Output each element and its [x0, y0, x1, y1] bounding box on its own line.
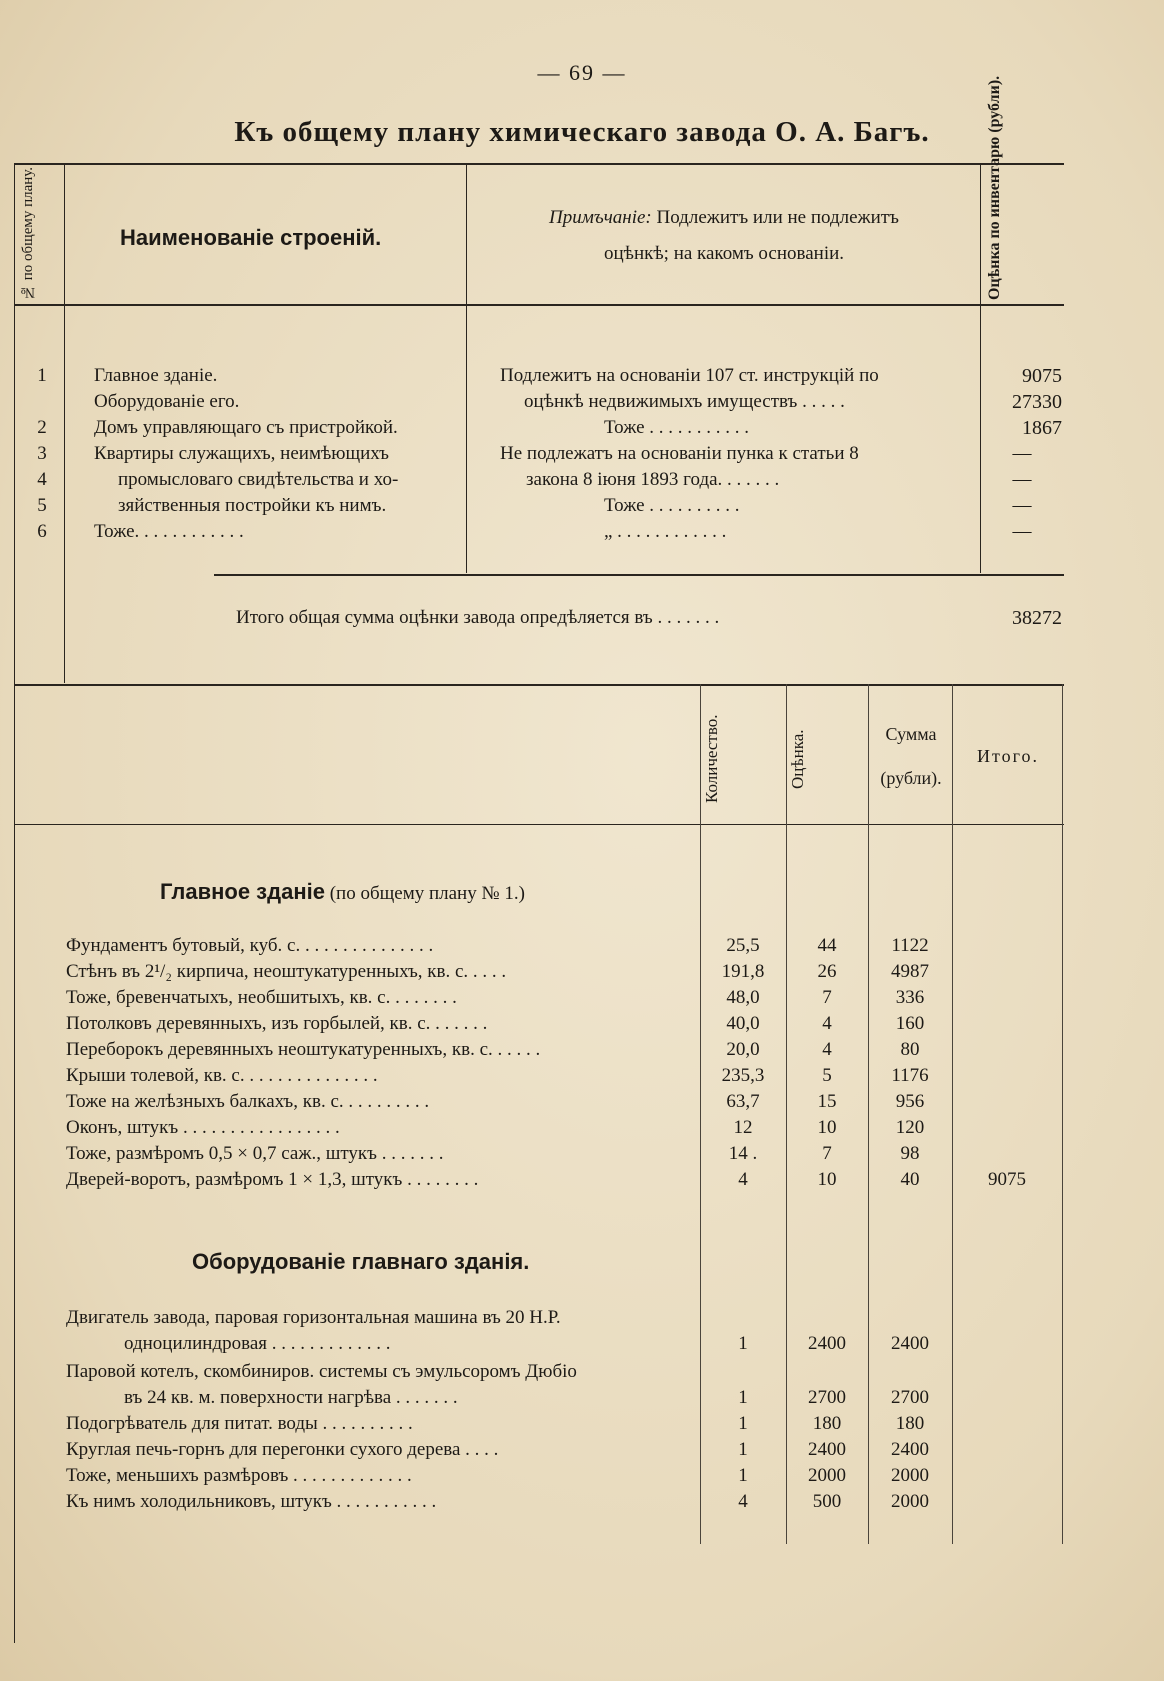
header-note-line2: оцѣнкѣ; на какомъ основаніи.: [603, 243, 845, 264]
row-value: 1867: [1022, 417, 1062, 439]
row-value: 27330: [1012, 391, 1062, 413]
item-qty: 1: [738, 1387, 748, 1408]
item-rate: 26: [817, 961, 837, 982]
item-name: Тоже на желѣзныхъ балкахъ, кв. с. . . . . . . . . .: [66, 1091, 430, 1112]
item-rate: 4: [822, 1039, 832, 1060]
item-sum: 956: [895, 1091, 925, 1112]
item-qty: 1: [738, 1465, 748, 1486]
item-qty: 1: [738, 1413, 748, 1434]
item-name: Оконъ, штукъ . . . . . . . . . . . . . . . . .: [66, 1117, 340, 1138]
item-rate: 2000: [808, 1465, 846, 1486]
row-name: Квартиры служащихъ, неимѣющихъ: [94, 443, 389, 464]
row-note: Подлежитъ на основаніи 107 ст. инструкцій по: [500, 365, 879, 386]
item-name: Фундаментъ бутовый, куб. с. . . . . . . . . . . . . . .: [66, 935, 434, 956]
total-value: 38272: [1012, 607, 1062, 629]
item-sum: 2000: [891, 1465, 929, 1486]
item-qty: 63,7: [726, 1091, 760, 1112]
item-name: Тоже, размѣромъ 0,5 × 0,7 саж., штукъ . . . . . . .: [66, 1143, 444, 1164]
item-qty: 1: [738, 1333, 748, 1354]
header-qty: Количество.: [702, 714, 721, 804]
row-name: Домъ управляющаго съ пристройкой.: [94, 417, 398, 438]
item-name: Дверей-воротъ, размѣромъ 1 × 1,3, штукъ . . . . . . . .: [66, 1169, 479, 1190]
item-sum: 1176: [891, 1065, 929, 1086]
table-top-rule: [14, 163, 1064, 165]
col-rule-value: [980, 163, 981, 573]
row-note: Не подлежатъ на основаніи пунка к статьи 8: [500, 443, 859, 464]
header-note-italic: Примъчаніе:: [549, 207, 652, 228]
item-sum: 4987: [891, 961, 929, 982]
col-rule-total: [952, 684, 953, 1544]
item-qty: 12: [733, 1117, 753, 1138]
item-total: 9075: [988, 1169, 1026, 1190]
item-rate: 500: [812, 1491, 842, 1512]
item-qty: 4: [738, 1169, 748, 1190]
row-name: Оборудованіе его.: [94, 391, 240, 412]
row-note: закона 8 іюня 1893 года. . . . . . .: [526, 469, 780, 490]
total-label: Итого общая сумма оцѣнки завода опредѣляется въ . . . . . . .: [236, 607, 720, 628]
item-rate: 2400: [808, 1333, 846, 1354]
header-sum-unit: (рубли).: [880, 768, 942, 788]
row-number: 4: [37, 469, 47, 490]
item-qty: 1: [738, 1439, 748, 1460]
row-value: —: [1012, 495, 1032, 516]
header-note-text: Подлежитъ или не подлежитъ: [656, 207, 899, 228]
item-rate: 7: [822, 1143, 832, 1164]
item-rate: 2700: [808, 1387, 846, 1408]
col-rule-number: [64, 163, 65, 683]
section-title-bold: Главное зданіе: [160, 879, 325, 904]
item-rate: 180: [812, 1413, 842, 1434]
item-name: Подогрѣватель для питат. воды . . . . . . . . . .: [66, 1413, 413, 1434]
item-qty: 191,8: [721, 961, 765, 982]
col-rule-right: [1062, 684, 1063, 1544]
item-rate: 7: [822, 987, 832, 1008]
item-name: Потолковъ деревянныхъ, изъ горбылей, кв. с. . . . . . .: [66, 1013, 488, 1034]
header-sum: Сумма: [885, 724, 937, 744]
item-qty: 48,0: [726, 987, 760, 1008]
item-sum: 2700: [891, 1387, 929, 1408]
row-note: Тоже . . . . . . . . . . .: [604, 417, 750, 438]
item-name: Стѣнъ въ 2¹/₂ кирпича, неоштукатуренныхъ, кв. с. . . . .: [66, 961, 507, 982]
item-name-cont: одноцилиндровая . . . . . . . . . . . . .: [124, 1333, 391, 1354]
col-rule-name: [466, 163, 467, 573]
item-name: Крыши толевой, кв. с. . . . . . . . . . . . . . .: [66, 1065, 378, 1086]
row-number: 2: [37, 417, 47, 438]
item-qty: 40,0: [726, 1013, 760, 1034]
item-sum: 80: [900, 1039, 920, 1060]
item-name: Паровой котелъ, скомбиниров. системы съ эмульсоромъ Дюбіо: [66, 1361, 577, 1382]
estimate-top-rule: [14, 684, 1064, 686]
section-title-main-building: [160, 880, 525, 906]
page-left-rule: [14, 163, 15, 1643]
row-number: 6: [37, 521, 47, 542]
item-name: Тоже, меньшихъ размѣровъ . . . . . . . . . . . . .: [66, 1465, 412, 1486]
item-rate: 10: [817, 1117, 837, 1138]
section-title-note: (по общему плану № 1.): [329, 883, 525, 904]
item-sum: 336: [895, 987, 925, 1008]
item-rate: 15: [817, 1091, 837, 1112]
item-sum: 120: [895, 1117, 925, 1138]
row-number: 3: [37, 443, 47, 464]
item-name: Круглая печь-горнъ для перегонки сухого дерева . . . .: [66, 1439, 499, 1460]
item-name-cont: въ 24 кв. м. поверхности нагрѣва . . . . . . .: [124, 1387, 458, 1408]
row-name: промысловаго свидѣтельства и хо-: [118, 469, 399, 490]
section-title-equipment: Оборудованіе главнаго зданія.: [192, 1249, 530, 1274]
item-rate: 4: [822, 1013, 832, 1034]
row-note: Тоже . . . . . . . . . .: [604, 495, 740, 516]
item-qty: 25,5: [726, 935, 760, 956]
row-number: 1: [37, 365, 47, 386]
header-value: Оцѣнка по инвентарю (рубли).: [986, 75, 1003, 300]
item-sum: 98: [900, 1143, 920, 1164]
item-qty: 14 .: [728, 1143, 758, 1164]
item-name: Тоже, бревенчатыхъ, необшитыхъ, кв. с. . . . . . . .: [66, 987, 457, 1008]
item-qty: 20,0: [726, 1039, 760, 1060]
header-note: [470, 206, 978, 230]
item-rate: 44: [817, 935, 837, 956]
row-name: Главное зданіе.: [94, 365, 218, 386]
header-number: № по общему плану.: [20, 166, 36, 300]
item-sum: 1122: [891, 935, 929, 956]
item-rate: 5: [822, 1065, 832, 1086]
item-name: Къ нимъ холодильниковъ, штукъ . . . . . . . . . . .: [66, 1491, 437, 1512]
row-value: —: [1012, 521, 1032, 542]
item-sum: 2400: [891, 1439, 929, 1460]
item-qty: 4: [738, 1491, 748, 1512]
header-total: Итого.: [976, 746, 1040, 766]
row-note: „ . . . . . . . . . . . .: [604, 521, 727, 542]
header-name: Наименованіе строеній.: [120, 225, 382, 250]
estimate-header-rule: [14, 824, 1064, 825]
page-number: — 69 —: [537, 60, 627, 85]
total-rule: [214, 574, 1064, 576]
header-rate: Оцѣнка.: [788, 729, 807, 789]
item-qty: 235,3: [721, 1065, 765, 1086]
row-value: —: [1012, 469, 1032, 490]
page-title: Къ общему плану химическаго завода О. А. Багъ.: [234, 116, 930, 148]
item-rate: 10: [817, 1169, 837, 1190]
item-sum: 160: [895, 1013, 925, 1034]
item-name: Переборокъ деревянныхъ неоштукатуренныхъ, кв. с. . . . . .: [66, 1039, 541, 1060]
item-sum: 2000: [891, 1491, 929, 1512]
row-number: 5: [37, 495, 47, 516]
row-value: —: [1012, 443, 1032, 464]
item-sum: 40: [900, 1169, 920, 1190]
item-name: Двигатель завода, паровая горизонтальная машина въ 20 Н.Р.: [66, 1307, 561, 1328]
row-note: оцѣнкѣ недвижимыхъ имуществъ . . . . .: [524, 391, 845, 412]
row-name: зяйственныя постройки къ нимъ.: [118, 495, 387, 516]
row-name: Тоже. . . . . . . . . . . .: [94, 521, 244, 542]
header-bottom-rule: [14, 304, 1064, 306]
item-sum: 180: [895, 1413, 925, 1434]
item-rate: 2400: [808, 1439, 846, 1460]
row-value: 9075: [1022, 365, 1062, 387]
item-sum: 2400: [891, 1333, 929, 1354]
